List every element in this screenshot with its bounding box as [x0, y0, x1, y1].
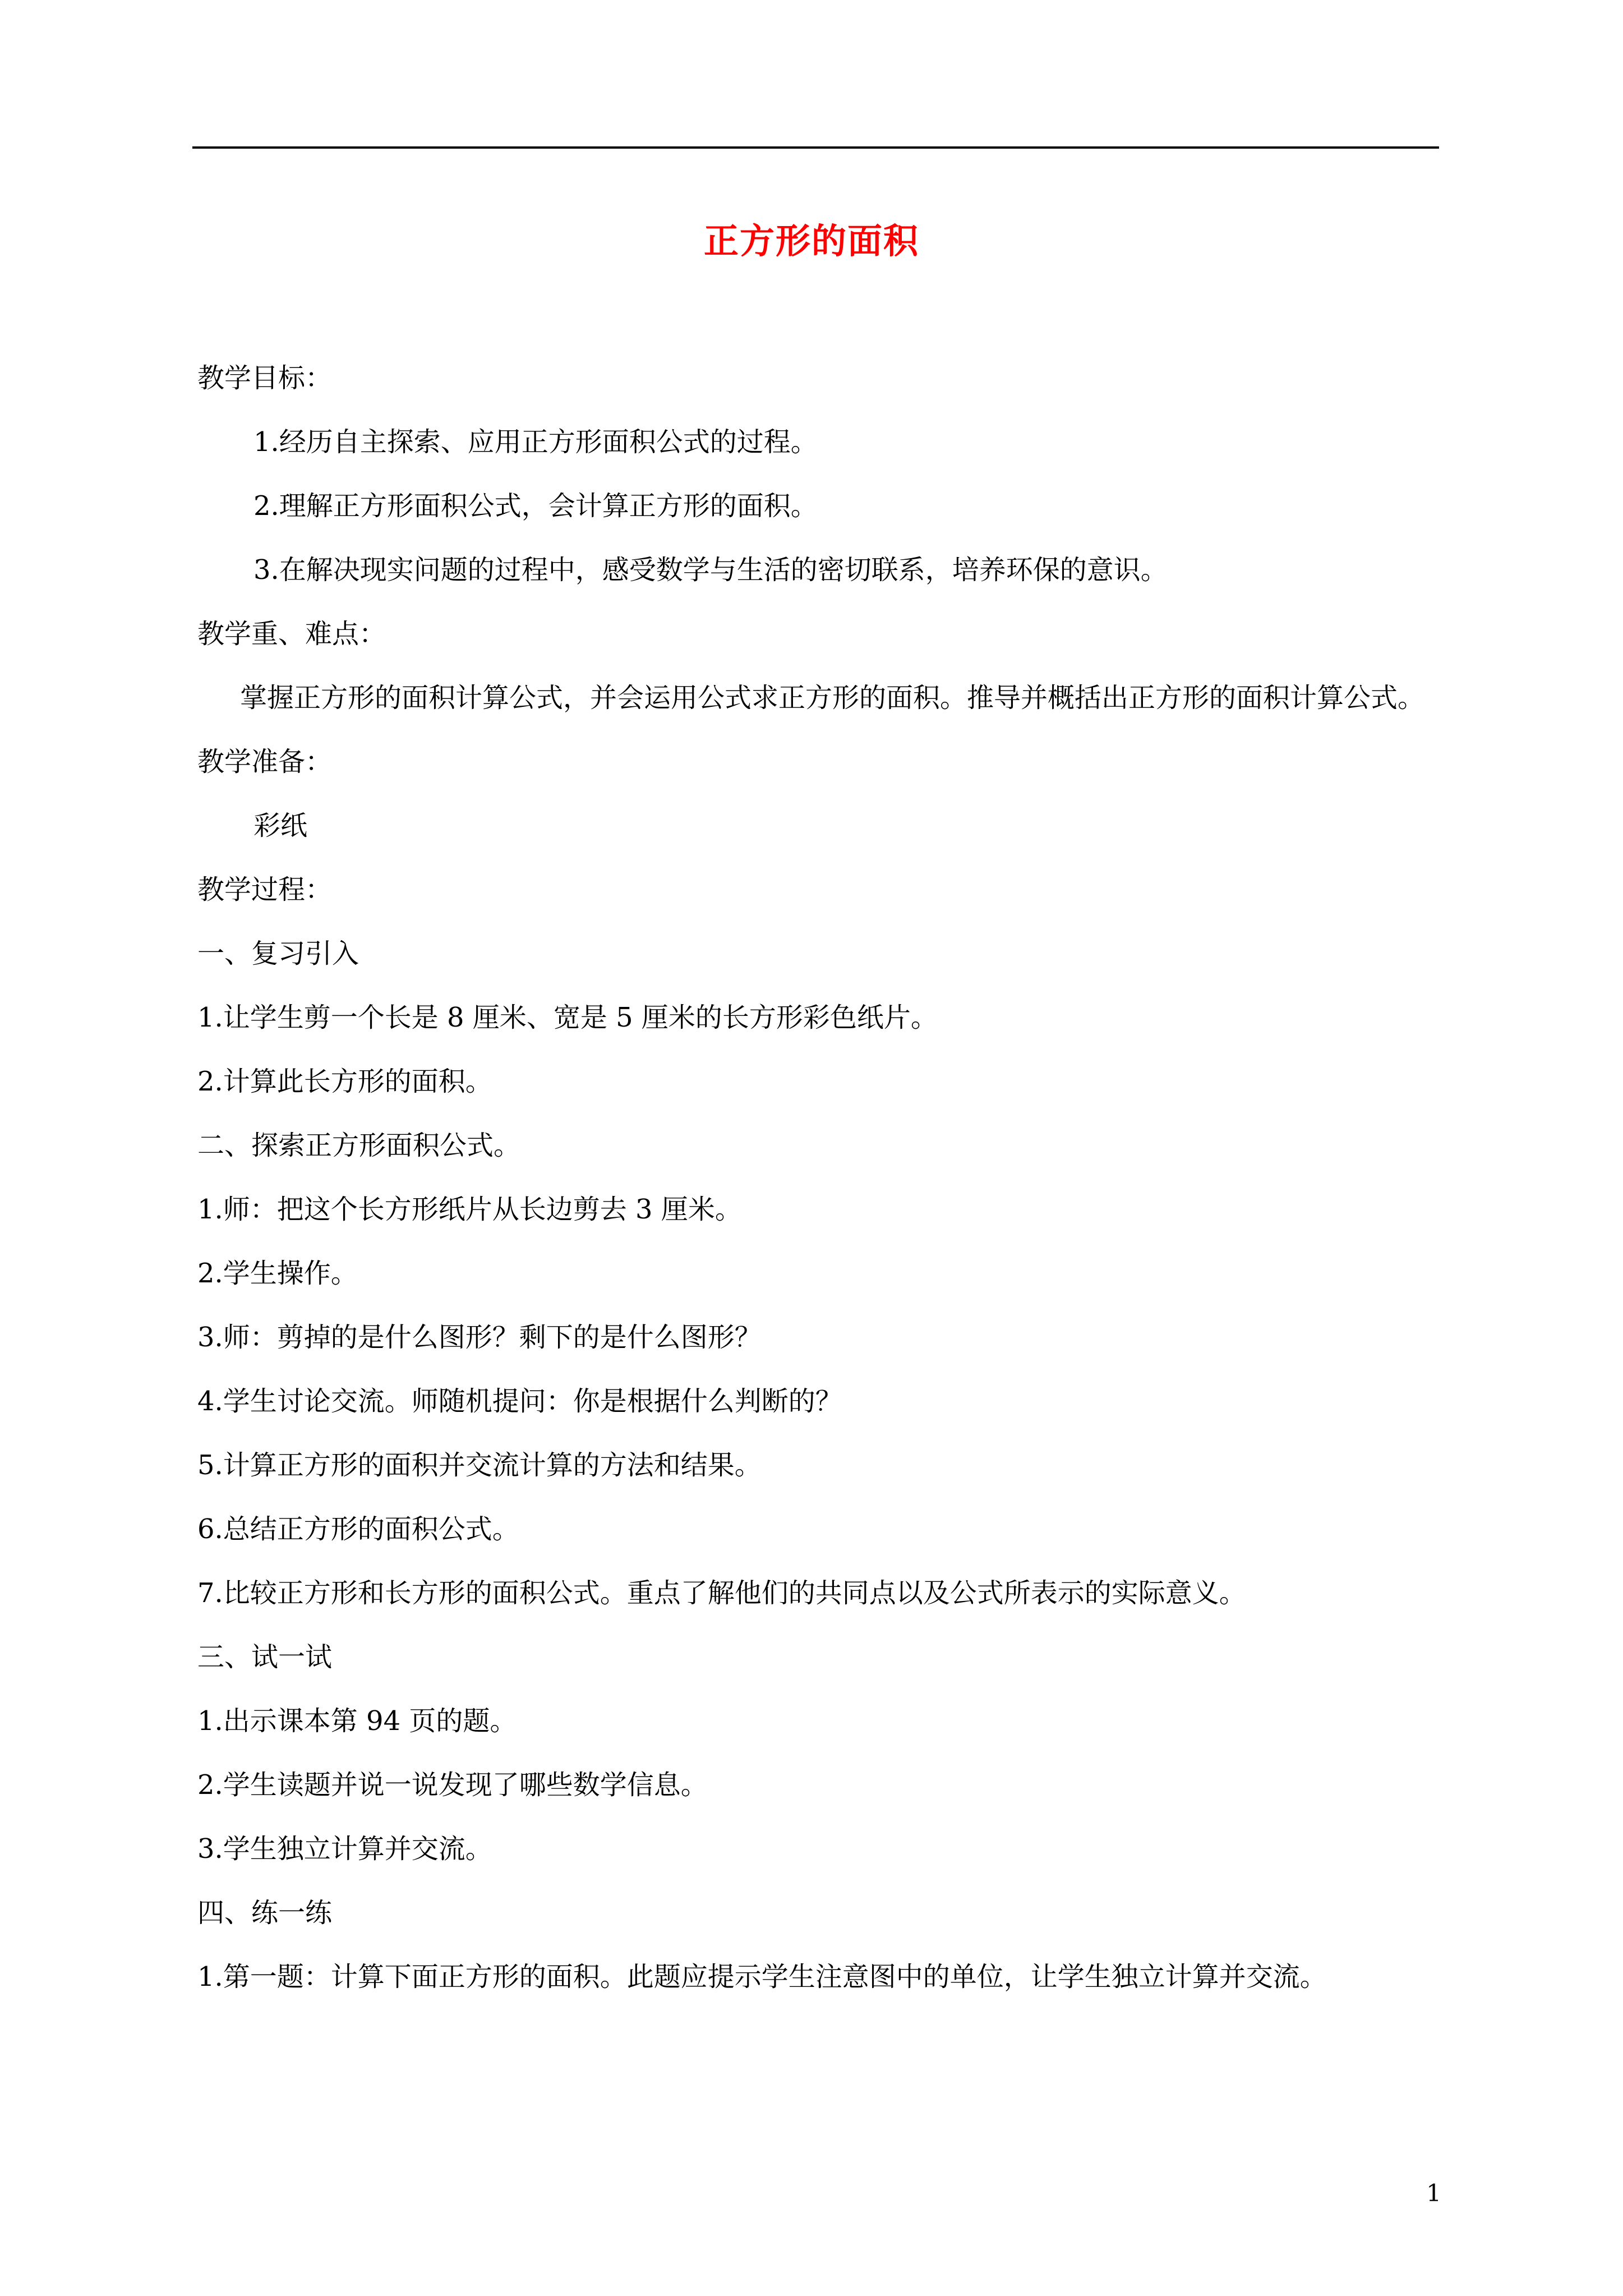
- part3-item: 1.出示课本第 94 页的题。: [197, 1705, 517, 1737]
- part2-item: 3.师：剪掉的是什么图形？剩下的是什么图形？: [197, 1322, 762, 1353]
- part3-item: 2.学生读题并说一说发现了哪些数学信息。: [197, 1769, 708, 1801]
- objective-item: 3.在解决现实问题的过程中，感受数学与生活的密切联系，培养环保的意识。: [253, 554, 1168, 586]
- part2-item: 2.学生操作。: [197, 1258, 358, 1289]
- document-title: 正方形的面积: [703, 220, 919, 261]
- part1-item: 2.计算此长方形的面积。: [197, 1066, 492, 1097]
- objectives-heading: 教学目标：: [197, 362, 333, 394]
- preparation-text: 彩纸: [253, 810, 308, 841]
- part2-item: 1.师：把这个长方形纸片从长边剪去 3 厘米。: [197, 1194, 742, 1225]
- header-rule: [192, 146, 1439, 149]
- key-points-text: 掌握正方形的面积计算公式，并会运用公式求正方形的面积。推导并概括出正方形的面积计算公式。: [240, 682, 1425, 714]
- part2-item: 4.学生讨论交流。师随机提问：你是根据什么判断的？: [197, 1386, 842, 1417]
- objective-item: 1.经历自主探索、应用正方形面积公式的过程。: [253, 426, 818, 458]
- part1-item: 1.让学生剪一个长是 8 厘米、宽是 5 厘米的长方形彩色纸片。: [197, 1002, 938, 1033]
- page-number: 1: [1426, 2179, 1441, 2207]
- part3-item: 3.学生独立计算并交流。: [197, 1833, 492, 1865]
- preparation-heading: 教学准备：: [197, 746, 333, 777]
- part2-item: 6.总结正方形的面积公式。: [197, 1513, 519, 1545]
- part2-heading: 二、探索正方形面积公式。: [197, 1130, 521, 1161]
- part4-item: 1.第一题：计算下面正方形的面积。此题应提示学生注意图中的单位，让学生独立计算并交流。: [197, 1961, 1327, 1993]
- part2-item: 7.比较正方形和长方形的面积公式。重点了解他们的共同点以及公式所表示的实际意义。: [197, 1577, 1246, 1609]
- part1-heading: 一、复习引入: [197, 938, 359, 969]
- objective-item: 2.理解正方形面积公式，会计算正方形的面积。: [253, 490, 818, 522]
- key-points-heading: 教学重、难点：: [197, 618, 386, 650]
- part4-heading: 四、练一练: [197, 1897, 333, 1929]
- document-body: [197, 346, 1437, 2009]
- part3-heading: 三、试一试: [197, 1641, 333, 1673]
- part2-item: 5.计算正方形的面积并交流计算的方法和结果。: [197, 1450, 762, 1481]
- process-heading: 教学过程：: [197, 874, 333, 905]
